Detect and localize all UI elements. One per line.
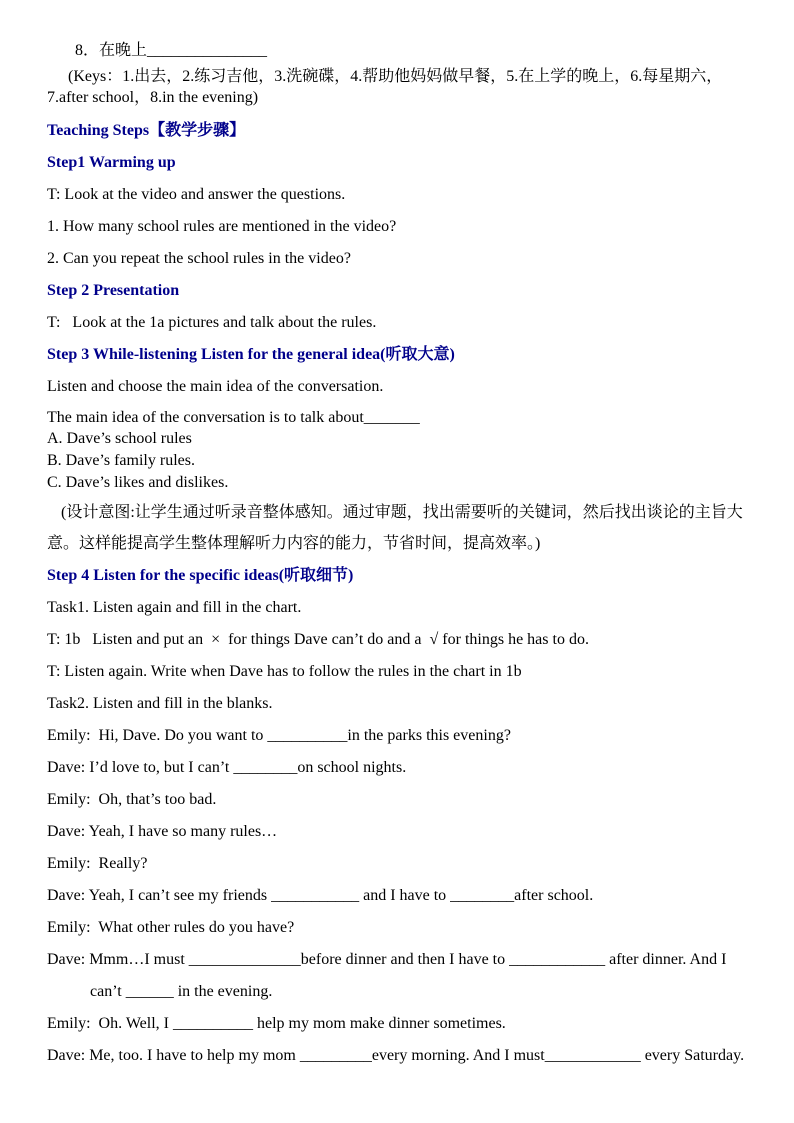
exercise-keys-line: (Keys：1.出去，2.练习吉他，3.洗碗碟，4.帮助他妈妈做早餐，5.在上学的晚上，6.每星期六，7.after school，8.in the evening) bbox=[47, 67, 723, 107]
dialogue-line-dave-5: Dave: Me, too. I have to help my mom _________every morning. And I must____________ every Saturday. bbox=[47, 1046, 745, 1064]
step4-teacher-1b: T: 1b Listen and put an × for things Dave can’t do and a √ for things he has to do. bbox=[47, 630, 589, 648]
dialogue-line-emily-1: Emily: Hi, Dave. Do you want to __________in the parks this evening? bbox=[47, 726, 511, 744]
exercise-item-8: 8．在晚上_______________ bbox=[75, 42, 268, 59]
dialogue-line-emily-2: Emily: Oh, that’s too bad. bbox=[47, 790, 217, 808]
dialogue-line-emily-3: Emily: Really? bbox=[47, 854, 148, 872]
step4-task1: Task1. Listen again and fill in the chart. bbox=[47, 598, 302, 616]
dialogue-line-dave-1: Dave: I’d love to, but I can’t ________on school nights. bbox=[47, 758, 407, 776]
step1-question-2: 2. Can you repeat the school rules in the video? bbox=[47, 249, 351, 267]
heading-step1: Step1 Warming up bbox=[47, 153, 176, 171]
dialogue-line-emily-5: Emily: Oh. Well, I __________ help my mom make dinner sometimes. bbox=[47, 1014, 506, 1032]
main-idea-question bbox=[47, 407, 747, 493]
dialogue-line-dave-3: Dave: Yeah, I can’t see my friends ___________ and I have to ________after school. bbox=[47, 886, 594, 904]
step1-teacher-line: T: Look at the video and answer the questions. bbox=[47, 185, 346, 203]
step3-design-note: (设计意图:让学生通过听录音整体感知。通过审题，找出需要听的关键词，然后找出谈论的主旨大意。这样能提高学生整体理解听力内容的能力，节省时间，提高效率。) bbox=[47, 504, 743, 553]
heading-step4: Step 4 Listen for the specific ideas(听取细节) bbox=[47, 566, 354, 584]
main-idea-option-a: A. Dave’s school rules bbox=[47, 430, 192, 448]
step3-instruction: Listen and choose the main idea of the conversation. bbox=[47, 377, 384, 395]
dialogue-fill-in-blanks bbox=[47, 720, 747, 1072]
heading-teaching-steps: Teaching Steps【教学步骤】 bbox=[47, 121, 246, 139]
heading-step2: Step 2 Presentation bbox=[47, 281, 180, 299]
main-idea-option-b: B. Dave’s family rules. bbox=[47, 451, 195, 469]
main-idea-stem: The main idea of the conversation is to talk about_______ bbox=[47, 408, 420, 426]
main-idea-option-c: C. Dave’s likes and dislikes. bbox=[47, 473, 229, 491]
heading-step3: Step 3 While-listening Listen for the general idea(听取大意) bbox=[47, 345, 455, 363]
dialogue-line-dave-4: Dave: Mmm…I must ______________before dinner and then I have to ____________ after dinner. And I can’t ______ in the evening. bbox=[47, 950, 731, 1000]
step1-question-1: 1. How many school rules are mentioned in the video? bbox=[47, 217, 397, 235]
dialogue-line-emily-4: Emily: What other rules do you have? bbox=[47, 918, 295, 936]
dialogue-line-dave-2: Dave: Yeah, I have so many rules… bbox=[47, 822, 278, 840]
step4-teacher-listen-again: T: Listen again. Write when Dave has to follow the rules in the chart in 1b bbox=[47, 662, 522, 680]
step4-task2: Task2. Listen and fill in the blanks. bbox=[47, 694, 273, 712]
step2-teacher-line: T: Look at the 1a pictures and talk about the rules. bbox=[47, 313, 377, 331]
